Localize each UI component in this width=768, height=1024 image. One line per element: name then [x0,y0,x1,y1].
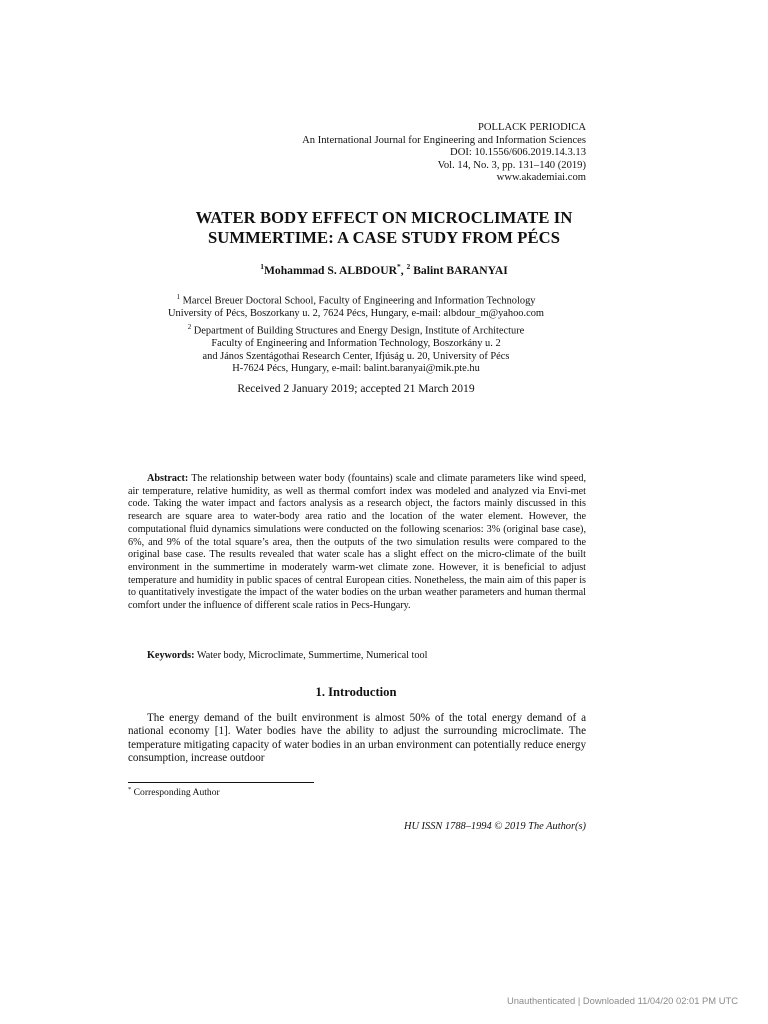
affiliation-line-6: H-7624 Pécs, Hungary, e-mail: balint.baranyai@mik.pte.hu [232,363,480,375]
issn-line: HU ISSN 1788–1994 © 2019 The Author(s) [403,821,586,832]
download-watermark: Unauthenticated | Downloaded 11/04/20 02:01 PM UTC [506,995,738,1006]
affiliation-line-4: Faculty of Engineering and Information Technology, Boszorkány u. 2 [211,338,501,350]
journal-doi: DOI: 10.1556/606.2019.14.3.13 [450,147,586,159]
affiliation-line-1: $^1$ Marcel Breuer Doctoral School, Faculty of Engineering and Information Technology [176,293,536,307]
footnote-mark: * [128,786,132,793]
journal-name: POLLACK PERIODICA [477,122,586,133]
author-2-affil-mark: 2 [406,262,411,271]
corresponding-author-mark: * [396,262,401,271]
keywords-label: Keywords: [147,650,195,661]
introduction-paragraph: The energy demand of the built environment is almost 50% of the total energy demand of a national economy [1]. Water bodies have the ability to adjust the surrounding microclimate. The temperature mitigating capacity of water bodies in an urban environment can potentially reduce energy consumption, increase outdoor [128,712,586,765]
affiliations [0,291,712,376]
affiliation-2-mark: 2 [187,322,192,331]
footnote-divider [128,782,314,783]
footnote-text: Corresponding Author [131,787,220,799]
affiliation-line-5: and János Szentágothai Research Center, Ifjúság u. 20, University of Pécs [202,350,510,362]
author-2-name: Balint BARANYAI [413,263,508,277]
paper-title [0,208,768,248]
title-line-2: SUMMERTIME: A CASE STUDY FROM PÉCS [207,228,561,247]
journal-volume: Vol. 14, No. 3, pp. 131–140 (2019) [437,159,586,171]
affiliation-1-mark: 1 [176,293,181,301]
affiliation-line-2: University of Pécs, Boszorkany u. 2, 7624 Pécs, Hungary, e-mail: albdour_m@yahoo.com [168,308,544,320]
title-line-1: WATER BODY EFFECT ON MICROCLIMATE IN [195,208,573,227]
section-heading: 1. Introduction [315,685,397,699]
journal-header [302,122,586,185]
abstract-label: Abstract: [147,473,189,484]
affiliation-line-3: $^2$ Department of Building Structures and Energy Design, Institute of Architecture [187,322,525,337]
received-dates: Received 2 January 2019; accepted 21 March 2019 [237,382,475,395]
author-1-name: Mohammad S. ALBDOUR [263,263,397,277]
abstract-text: The relationship between water body (fountains) scale and climate parameters like wind speed, air temperature, relative humidity, as well as thermal comfort index was modeled and analyzed via Envi-met code. Taking the water impact and factors analysis as a research object, the factors mainly discussed in this research are square area to water-body area ratio and the location of the water element. However, the computational fluid dynamics simulations were conducted on the following scenarios: 3% (original base case), 6%, and 9% of the total square’s area, then the outputs of the two simulation results were compared to the original base case. The results revealed that water scale has a slight effect on the micro-climate of the built environment in the summertime in moderately warm-wet climate zone. However, it is beneficial to adjust temperature and humidity in public spaces of central European cities. Nonetheless, the main aim of this paper is to quantitatively investigate the impact of the water bodies on the urban weather parameters and human thermal comfort under the influence of different scale ratios in Pecs-Hungary. [128,473,586,612]
keywords [147,650,427,661]
abstract [128,473,586,613]
keywords-text: Water body, Microclimate, Summertime, Numerical tool [194,650,428,661]
author-1-affil-mark: 1 [260,262,264,271]
journal-subtitle: An International Journal for Engineering and Information Sciences [302,134,586,146]
author-separator: , [400,263,407,277]
journal-url[interactable]: www.akademiai.com [496,172,586,184]
footnote [128,786,220,798]
author-list [0,262,768,277]
